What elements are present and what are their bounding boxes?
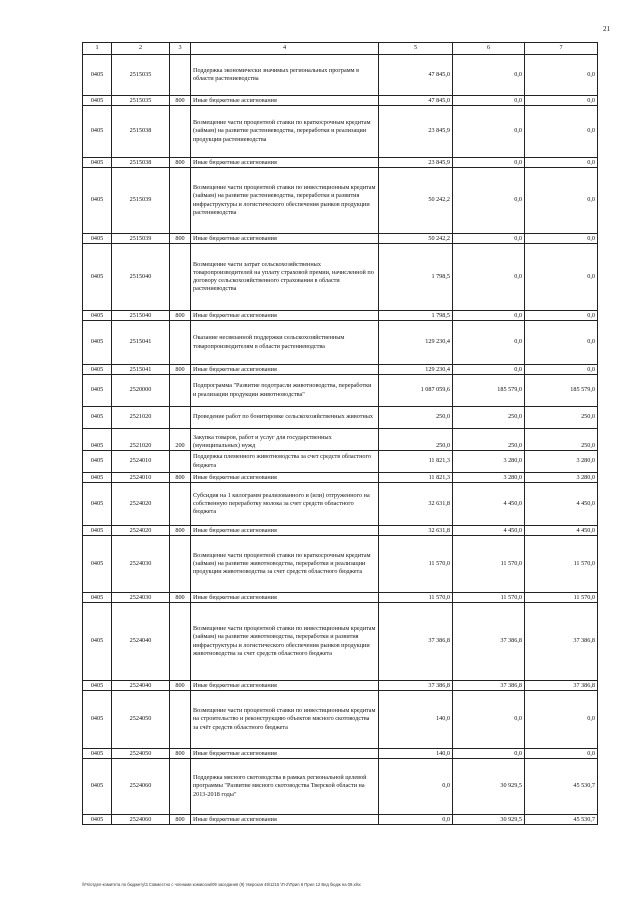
description-cell: Иные бюджетные ассигнования	[191, 158, 379, 168]
target-code-cell: 2515040	[112, 244, 170, 311]
target-code-cell: 2515035	[112, 55, 170, 96]
expense-type-cell	[170, 451, 191, 473]
description-cell: Поддержка мясного скотоводства в рамках региональной целевой программы "Развитие мясного скотоводства Тверской области на 2013-2018 годы"	[191, 759, 379, 815]
amount-col6-cell: 4 450,0	[453, 526, 525, 536]
amount-col6-cell: 0,0	[453, 321, 525, 365]
section-code-cell: 0405	[83, 526, 112, 536]
amount-col5-cell: 11 821,3	[379, 451, 453, 473]
description-cell: Проведение работ по бонитировке сельскохозяйственных животных	[191, 407, 379, 429]
table-row	[83, 749, 598, 759]
target-code-cell: 2515039	[112, 168, 170, 234]
table-row	[83, 759, 598, 815]
target-code-cell: 2520000	[112, 375, 170, 407]
amount-col6-cell: 30 929,5	[453, 759, 525, 815]
amount-col6-cell: 11 570,0	[453, 536, 525, 593]
target-code-cell: 2524030	[112, 536, 170, 593]
budget-table-container	[82, 42, 597, 825]
target-code-cell: 2524010	[112, 473, 170, 483]
description-cell: Иные бюджетные ассигнования	[191, 473, 379, 483]
description-cell: Закупка товаров, работ и услуг для государственных (муниципальных) нужд	[191, 429, 379, 451]
amount-col7-cell: 0,0	[525, 96, 598, 106]
expense-type-cell	[170, 407, 191, 429]
table-row	[83, 536, 598, 593]
section-code-cell: 0405	[83, 603, 112, 681]
description-cell: Иные бюджетные ассигнования	[191, 815, 379, 825]
expense-type-cell: 200	[170, 429, 191, 451]
section-code-cell: 0405	[83, 407, 112, 429]
amount-col6-cell: 37 386,8	[453, 681, 525, 691]
amount-col6-cell: 0,0	[453, 168, 525, 234]
description-cell: Поддержка экономически значимых региональных программ в области растениеводства	[191, 55, 379, 96]
amount-col5-cell: 250,0	[379, 407, 453, 429]
section-code-cell: 0405	[83, 321, 112, 365]
amount-col6-cell: 0,0	[453, 311, 525, 321]
expense-type-cell: 800	[170, 815, 191, 825]
table-row	[83, 815, 598, 825]
amount-col6-cell: 0,0	[453, 96, 525, 106]
description-cell: Иные бюджетные ассигнования	[191, 365, 379, 375]
amount-col6-cell: 37 386,8	[453, 603, 525, 681]
target-code-cell: 2521020	[112, 407, 170, 429]
target-code-cell: 2524040	[112, 681, 170, 691]
amount-col5-cell: 32 631,8	[379, 483, 453, 526]
header-cell-1: 1	[83, 43, 112, 55]
amount-col5-cell: 50 242,2	[379, 168, 453, 234]
target-code-cell: 2515040	[112, 311, 170, 321]
amount-col6-cell: 0,0	[453, 158, 525, 168]
amount-col6-cell: 250,0	[453, 407, 525, 429]
budget-table	[82, 42, 598, 825]
expense-type-cell: 800	[170, 96, 191, 106]
amount-col6-cell: 0,0	[453, 234, 525, 244]
expense-type-cell: 800	[170, 365, 191, 375]
expense-type-cell	[170, 375, 191, 407]
description-cell: Подпрограмма "Развитие подотрасли животноводства, переработки и реализации продукции животноводства"	[191, 375, 379, 407]
table-row	[83, 429, 598, 451]
expense-type-cell	[170, 168, 191, 234]
amount-col5-cell: 1 798,5	[379, 244, 453, 311]
table-row	[83, 365, 598, 375]
amount-col7-cell: 0,0	[525, 749, 598, 759]
amount-col7-cell: 250,0	[525, 429, 598, 451]
amount-col5-cell: 23 845,9	[379, 106, 453, 158]
expense-type-cell	[170, 759, 191, 815]
amount-col5-cell: 1 798,5	[379, 311, 453, 321]
expense-type-cell: 800	[170, 311, 191, 321]
target-code-cell: 2524010	[112, 451, 170, 473]
description-cell: Иные бюджетные ассигнования	[191, 681, 379, 691]
table-row	[83, 375, 598, 407]
amount-col7-cell: 0,0	[525, 168, 598, 234]
table-row	[83, 691, 598, 749]
description-cell: Поддержка племенного животноводства за счет средств областного бюджета	[191, 451, 379, 473]
amount-col5-cell: 1 087 059,6	[379, 375, 453, 407]
amount-col5-cell: 140,0	[379, 691, 453, 749]
target-code-cell: 2515035	[112, 96, 170, 106]
description-cell: Иные бюджетные ассигнования	[191, 526, 379, 536]
table-row	[83, 483, 598, 526]
amount-col5-cell: 129 230,4	[379, 321, 453, 365]
target-code-cell: 2515038	[112, 158, 170, 168]
table-row	[83, 451, 598, 473]
amount-col7-cell: 0,0	[525, 321, 598, 365]
description-cell: Иные бюджетные ассигнования	[191, 234, 379, 244]
target-code-cell: 2524050	[112, 749, 170, 759]
target-code-cell: 2515038	[112, 106, 170, 158]
amount-col6-cell: 0,0	[453, 244, 525, 311]
header-cell-3: 3	[170, 43, 191, 55]
amount-col5-cell: 11 570,0	[379, 593, 453, 603]
amount-col7-cell: 0,0	[525, 106, 598, 158]
table-row	[83, 593, 598, 603]
amount-col6-cell: 0,0	[453, 55, 525, 96]
amount-col6-cell: 4 450,0	[453, 483, 525, 526]
amount-col7-cell: 0,0	[525, 55, 598, 96]
table-row	[83, 311, 598, 321]
section-code-cell: 0405	[83, 759, 112, 815]
section-code-cell: 0405	[83, 536, 112, 593]
expense-type-cell	[170, 244, 191, 311]
table-row	[83, 603, 598, 681]
amount-col7-cell: 45 530,7	[525, 759, 598, 815]
expense-type-cell	[170, 603, 191, 681]
amount-col5-cell: 0,0	[379, 759, 453, 815]
target-code-cell: 2515039	[112, 234, 170, 244]
amount-col6-cell: 30 929,5	[453, 815, 525, 825]
description-cell: Возмещение части затрат сельскохозяйственных товаропроизводителей на уплату страховой премии, начисленной по договору сельскохозяйственного страхования в области растениеводства	[191, 244, 379, 311]
amount-col7-cell: 37 386,8	[525, 681, 598, 691]
table-row	[83, 681, 598, 691]
amount-col7-cell: 0,0	[525, 244, 598, 311]
expense-type-cell	[170, 55, 191, 96]
target-code-cell: 2521020	[112, 429, 170, 451]
amount-col6-cell: 0,0	[453, 749, 525, 759]
amount-col7-cell: 0,0	[525, 234, 598, 244]
section-code-cell: 0405	[83, 815, 112, 825]
amount-col7-cell: 0,0	[525, 158, 598, 168]
header-cell-2: 2	[112, 43, 170, 55]
description-cell: Возмещение части процентной ставки по краткосрочным кредитам (займам) на развитие растениеводства, переработки и реализации продукции растениеводства	[191, 106, 379, 158]
section-code-cell: 0405	[83, 234, 112, 244]
section-code-cell: 0405	[83, 96, 112, 106]
description-cell: Иные бюджетные ассигнования	[191, 749, 379, 759]
table-row	[83, 473, 598, 483]
amount-col6-cell: 3 280,0	[453, 451, 525, 473]
section-code-cell: 0405	[83, 681, 112, 691]
amount-col5-cell: 23 845,9	[379, 158, 453, 168]
amount-col7-cell: 3 280,0	[525, 451, 598, 473]
description-cell: Иные бюджетные ассигнования	[191, 96, 379, 106]
header-cell-5: 5	[379, 43, 453, 55]
expense-type-cell	[170, 536, 191, 593]
section-code-cell: 0405	[83, 168, 112, 234]
amount-col7-cell: 3 280,0	[525, 473, 598, 483]
target-code-cell: 2515041	[112, 365, 170, 375]
amount-col6-cell: 3 280,0	[453, 473, 525, 483]
description-cell: Субсидия на 1 килограмм реализованного и (или) отгруженного на собственную переработку молока за счет средств областного бюджета	[191, 483, 379, 526]
target-code-cell: 2524040	[112, 603, 170, 681]
section-code-cell: 0405	[83, 106, 112, 158]
expense-type-cell	[170, 691, 191, 749]
target-code-cell: 2515041	[112, 321, 170, 365]
header-cell-6: 6	[453, 43, 525, 55]
amount-col7-cell: 250,0	[525, 407, 598, 429]
table-row	[83, 168, 598, 234]
target-code-cell: 2524060	[112, 815, 170, 825]
expense-type-cell: 800	[170, 593, 191, 603]
table-row	[83, 96, 598, 106]
expense-type-cell: 800	[170, 158, 191, 168]
target-code-cell: 2524020	[112, 483, 170, 526]
table-row	[83, 158, 598, 168]
amount-col6-cell: 185 579,0	[453, 375, 525, 407]
amount-col7-cell: 4 450,0	[525, 526, 598, 536]
table-row	[83, 106, 598, 158]
amount-col7-cell: 11 570,0	[525, 593, 598, 603]
expense-type-cell: 800	[170, 749, 191, 759]
table-row	[83, 321, 598, 365]
section-code-cell: 0405	[83, 365, 112, 375]
target-code-cell: 2524060	[112, 759, 170, 815]
section-code-cell: 0405	[83, 244, 112, 311]
table-row	[83, 234, 598, 244]
file-path-footer: \\Fs\отдел-комитета по бюджету\3 Совместно с членами комиссии\09 заседания (9) тверская 49\1215 \П-2\Прил 6 Прил 12 Вед бюдж на 09.xlsx	[82, 882, 361, 887]
amount-col5-cell: 11 570,0	[379, 536, 453, 593]
section-code-cell: 0405	[83, 691, 112, 749]
target-code-cell: 2524030	[112, 593, 170, 603]
section-code-cell: 0405	[83, 593, 112, 603]
table-row	[83, 526, 598, 536]
description-cell: Возмещение части процентной ставки по инвестиционным кредитам на строительство и реконструкцию объектов мясного скотоводства за счёт средств областного бюджета	[191, 691, 379, 749]
description-cell: Возмещение части процентной ставки по инвестиционным кредитам (займам) на развитие растениеводства, переработки и развития инфраструктуры и логистического обеспечения рынков продукции растениеводства	[191, 168, 379, 234]
amount-col6-cell: 0,0	[453, 365, 525, 375]
amount-col5-cell: 0,0	[379, 815, 453, 825]
section-code-cell: 0405	[83, 429, 112, 451]
expense-type-cell: 800	[170, 234, 191, 244]
table-row	[83, 55, 598, 96]
amount-col7-cell: 0,0	[525, 365, 598, 375]
expense-type-cell	[170, 106, 191, 158]
target-code-cell: 2524020	[112, 526, 170, 536]
amount-col7-cell: 4 450,0	[525, 483, 598, 526]
amount-col6-cell: 11 570,0	[453, 593, 525, 603]
amount-col5-cell: 50 242,2	[379, 234, 453, 244]
expense-type-cell: 800	[170, 473, 191, 483]
section-code-cell: 0405	[83, 483, 112, 526]
amount-col5-cell: 37 386,8	[379, 681, 453, 691]
amount-col6-cell: 0,0	[453, 106, 525, 158]
description-cell: Возмещение части процентной ставки по краткосрочным кредитам (займам) на развитие животноводства, переработки и реализации продукции животноводства за счет средств областного бюджета	[191, 536, 379, 593]
amount-col7-cell: 0,0	[525, 311, 598, 321]
amount-col6-cell: 0,0	[453, 691, 525, 749]
amount-col5-cell: 140,0	[379, 749, 453, 759]
expense-type-cell: 800	[170, 681, 191, 691]
amount-col5-cell: 47 845,0	[379, 96, 453, 106]
description-cell: Иные бюджетные ассигнования	[191, 593, 379, 603]
amount-col5-cell: 47 845,0	[379, 55, 453, 96]
amount-col7-cell: 37 386,8	[525, 603, 598, 681]
description-cell: Иные бюджетные ассигнования	[191, 311, 379, 321]
header-cell-4: 4	[191, 43, 379, 55]
section-code-cell: 0405	[83, 375, 112, 407]
table-row	[83, 407, 598, 429]
expense-type-cell	[170, 321, 191, 365]
description-cell: Оказание несвязанной поддержки сельскохозяйственным товаропроизводителям в области растениеводства	[191, 321, 379, 365]
expense-type-cell: 800	[170, 526, 191, 536]
description-cell: Возмещение части процентной ставки по инвестиционным кредитам (займам) на развитие животноводства, переработки и развития инфраструктуры и логистического обеспечения рынков продукции животноводства за счет средств областного бюджета	[191, 603, 379, 681]
header-row	[83, 43, 598, 55]
amount-col7-cell: 185 579,0	[525, 375, 598, 407]
table-body	[83, 55, 598, 825]
table-row	[83, 244, 598, 311]
amount-col5-cell: 32 631,8	[379, 526, 453, 536]
amount-col5-cell: 11 821,3	[379, 473, 453, 483]
amount-col6-cell: 250,0	[453, 429, 525, 451]
header-cell-7: 7	[525, 43, 598, 55]
section-code-cell: 0405	[83, 311, 112, 321]
amount-col5-cell: 129 230,4	[379, 365, 453, 375]
page-number: 21	[603, 25, 610, 33]
section-code-cell: 0405	[83, 55, 112, 96]
section-code-cell: 0405	[83, 749, 112, 759]
amount-col7-cell: 0,0	[525, 691, 598, 749]
amount-col7-cell: 45 530,7	[525, 815, 598, 825]
section-code-cell: 0405	[83, 451, 112, 473]
amount-col5-cell: 250,0	[379, 429, 453, 451]
expense-type-cell	[170, 483, 191, 526]
section-code-cell: 0405	[83, 158, 112, 168]
amount-col5-cell: 37 386,8	[379, 603, 453, 681]
target-code-cell: 2524050	[112, 691, 170, 749]
section-code-cell: 0405	[83, 473, 112, 483]
amount-col7-cell: 11 570,0	[525, 536, 598, 593]
